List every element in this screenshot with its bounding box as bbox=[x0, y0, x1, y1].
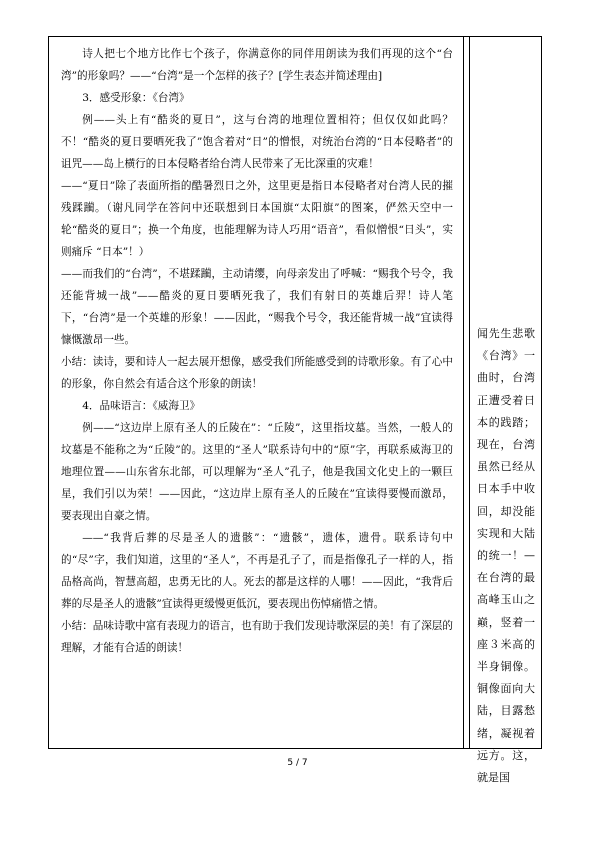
column-divider bbox=[463, 37, 464, 748]
paragraph-explanation: ——“夏日”除了表面所指的酷暑烈日之外，这里更是指日本侵略者对台湾人民的摧残蹂躏。（谢凡同学在答问中还联想到日本国旗“太阳旗”的图案，俨然天空中一轮“酷炎的夏日”；换一个角度，也能理解为诗人巧用“语音”，看似憎恨“日头”，实则痛斥 “日本”！） bbox=[61, 180, 453, 258]
paragraph-summary: 小结：读诗，要和诗人一起去展开想像，感受我们所能感受到的诗歌形象。有了心中的形象，你自然会有适合这个形象的朗读！ bbox=[61, 356, 453, 390]
paragraph-summary: 小结：品味诗歌中富有表现力的语言，也有助于我们发现诗歌深层的美！有了深层的理解，才能有合适的朗读！ bbox=[61, 620, 453, 654]
column-divider bbox=[469, 37, 470, 748]
paragraph-example: 例——“这边岸上原有圣人的丘陵在”：“丘陵”，这里指坟墓。当然，一般人的坟墓是不能称之为“丘陵”的。这里的“圣人”联系诗句中的“原”字，再联系威海卫的地理位置——山东省东北部，可以理解为“圣人”孔子，他是我国文化史上的一颗巨星，我们引以为荣！——因此，“这边岸上原有圣人的丘陵在”宜读得要慢而激昂，要表现出自豪之情。 bbox=[61, 422, 453, 522]
side-note: 闻先生悲歌《台湾》一曲时，台湾正遭受着日本的践踏；现在，台湾虽然已经从日本手中收回，却没能实现和大陆的统一！—在台湾的最高峰玉山之巅，竖着一座３米高的半身铜像。铜像面向大陆，目露愁绪，凝视着远方。这，就是国 bbox=[477, 327, 535, 785]
section-heading: 3．感受形象：《台湾》 bbox=[82, 92, 190, 104]
paragraph-example: ——“我背后葬的尽是圣人的遗骸”：“遗骸”，遗体，遗骨。联系诗句中的“尽”字，我们知道，这里的“圣人”，不再是孔子了，而是指像孔子一样的人，指品格高尚，智慧高超，忠勇无比的人。死去的都是这样的人哪！——因此，“我背后葬的尽是圣人的遗骸”宜读得更缓慢更低沉，要表现出伤悼痛惜之情。 bbox=[61, 532, 453, 610]
section-heading: 4．品味语言：《威海卫》 bbox=[82, 400, 201, 412]
main-column bbox=[61, 43, 453, 659]
paragraph-intro: 诗人把七个地方比作七个孩子，你满意你的同伴用朗读为我们再现的这个“台湾”的形象吗？——“台湾”是一个怎样的孩子？[学生表态并简述理由] bbox=[61, 48, 453, 82]
paragraph-explanation: ——而我们的“台湾”，不堪蹂躏，主动请缨，向母亲发出了呼喊：“赐我个号令，我还能背城一战”——酷炎的夏日要晒死我了，我们有射日的英雄后羿！诗人笔下，“台湾”是一个英雄的形象！——因此，“赐我个号令，我还能背城一战”宜读得慷慨激昂一些。 bbox=[61, 268, 453, 346]
paragraph-example: 例——头上有“酷炎的夏日”，这与台湾的地理位置相符；但仅仅如此吗？不！“酷炎的夏日要晒死我了”饱含着对“日”的憎恨，对统治台湾的“日本侵略者”的诅咒——岛上横行的日本侵略者给台湾人民带来了无比深重的灾难！ bbox=[61, 114, 453, 170]
page-number: 5 / 7 bbox=[287, 758, 308, 768]
